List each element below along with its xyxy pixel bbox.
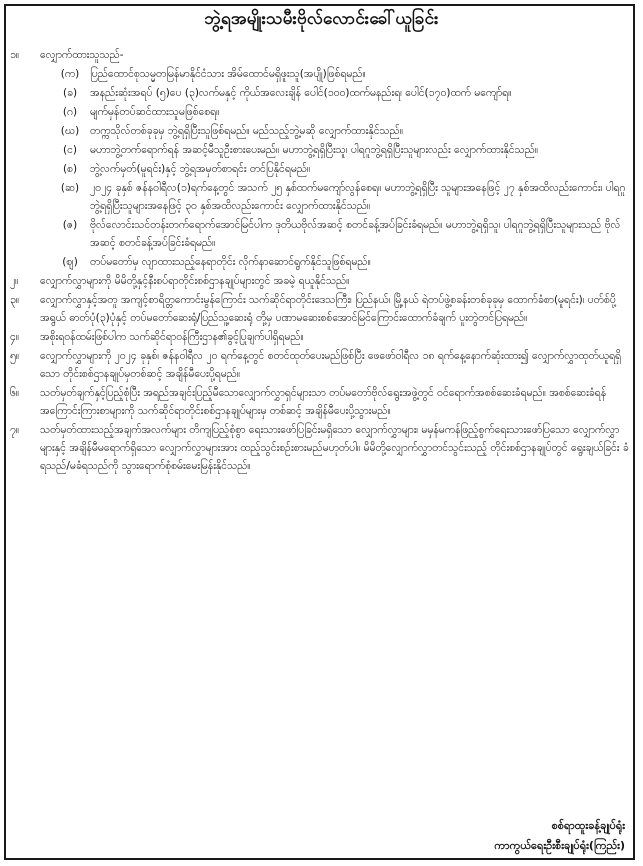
section-number: ၂။ <box>10 275 19 287</box>
item-text: ၂၀၂၄ ခုနှစ် ဇန်နဝါရီလ(၁)ရက်နေ့တွင် အသက် ၂၅ နှစ်ထက်မကျော်လွန်စေရ။ မဟာဘွဲ့ရရှိပြီး သူများအနေဖြင့် ၂၇ နှစ်အထိလည်းကောင်း၊ ပါရဂူဘွဲ့ရရှိပြီးသူများအနေဖြင့် ၃၀ နှစ်အထိလည်းကောင်း လျှောက်ထားနိုင်သည်။ <box>90 182 626 212</box>
item-marker: (စ) <box>62 163 78 175</box>
item-text: တက္ကသိုလ်တစ်ခုခုမှ ဘွဲ့ရရှိပြီးသူဖြစ်ရမည်။ မည်သည့်ဘွဲ့မဆို လျှောက်ထားနိုင်သည်။ <box>90 125 403 137</box>
section-6 <box>10 384 631 420</box>
signature-line-2: ကာကွယ်ရေးဦးစီးချုပ်ရုံး(ကြည်း) <box>494 839 625 852</box>
list-item <box>10 122 631 140</box>
section-number: ၃။ <box>10 294 20 306</box>
section-text: အစိုးရဝန်ထမ်းဖြစ်ပါက သက်ဆိုင်ရာဝန်ကြီးဌာန၏ခွင့်ပြုချက်ပါရှိရမည်။ <box>40 331 304 343</box>
item-marker: (င) <box>62 144 78 156</box>
list-item <box>10 253 631 271</box>
section-1 <box>10 46 631 64</box>
item-text: ပြည်ထောင်စုသမ္မတမြန်မာနိုင်ငံသား အိမ်ထောင်မရှိဖူးသူ(အပျို)ဖြစ်ရမည်။ <box>90 68 366 80</box>
section-text: သတ်မှတ်ထားသည့်အချက်အလက်များ တိကျပြည့်စုံစွာ ရေးသားဖော်ပြခြင်းမရှိသော လျှောက်လွှာများ၊ မမှန်မကန်ဖြည့်စွက်ရေးသားဖော်ပြသော လျှောက်လွှာများနှင့် အချိန်မီမရောက်ရှိသော လျှောက်လွှာများအား ထည့်သွင်းစဉ်းစားမည်မဟုတ်ပါ။ မိမိတို့လျှောက်လွှာတင်သွင်းသည့် တိုင်းစစ်ဌာနချုပ်တွင် ရွေးချယ်ခြင်း ခံရသည်/မခံရသည်ကို သွားရောက်စုံစမ်းမေးမြန်းနိုင်သည်။ <box>40 424 629 472</box>
section-number: ၅။ <box>10 350 20 362</box>
section-text: လျှောက်လွှာများကို မိမိတို့နှင့်နီးစပ်ရာတိုင်းစစ်ဌာနချုပ်များတွင် အခမဲ့ ရယူနိုင်သည်။ <box>40 275 350 287</box>
section-7 <box>10 421 631 475</box>
item-marker: (ဂ) <box>62 106 78 118</box>
list-item <box>10 160 631 178</box>
list-item <box>10 179 631 215</box>
item-text: အနည်းဆုံးအရပ် (၅)ပေ (၃)လက်မနှင့် ကိုယ်အလေးချိန် ပေါင်(၁၀၀)ထက်မနည်းရ၊ ပေါင်(၁၇၀)ထက် မကျော်ရ။ <box>90 87 512 99</box>
section-3 <box>10 291 631 327</box>
section-number: ၁။ <box>10 49 20 61</box>
item-marker: (က) <box>60 68 80 80</box>
item-marker: (ခ) <box>62 87 78 99</box>
item-marker: (ဇ) <box>62 219 78 231</box>
notice-body <box>10 46 631 476</box>
item-text: မဟာဘွဲ့တက်ရောက်ရန် အဆင့်မီသူဦးစားပေးမည်။ မဟာဘွဲ့ရရှိပြီးသူ၊ ပါရဂူဘွဲ့ရရှိပြီးသူများလည်း လျှောက်ထားနိုင်သည်။ <box>90 144 539 156</box>
list-item <box>10 84 631 102</box>
section-text: လျှောက်လွှာနှင့်အတူ အကျင့်စာရိတ္တကောင်းမွန်ကြောင်း သက်ဆိုင်ရာတိုင်းဒေသကြီး၊ ပြည်နယ်၊ မြို့နယ် ရဲတပ်ဖွဲ့စခန်းတစ်ခုခုမှ ထောက်ခံစာ(မူရင်း)၊ ပတ်စ်ပို့အရွယ် ဓာတ်ပုံ(၃)ပုံနှင့် တပ်မတော်ဆေးရုံ/ပြည်သူ့ဆေးရုံ တို့မှ ပဏာမဆေးစစ်အောင်မြင်ကြောင်းထောက်ခံချက် ပူးတွဲတင်ပြရမည်။ <box>40 294 616 324</box>
item-marker: (ဈ) <box>62 256 78 268</box>
item-text: ဗိုလ်လောင်းသင်တန်းတက်ရောက်အောင်မြင်ပါက ဒုတိယဗိုလ်အဆင့် စတင်ခန့်အပ်ခြင်းခံရမည်။ မဟာဘွဲ့ရရှိသူ၊ ပါရဂူဘွဲ့ရရှိပြီးသူများသည် ဗိုလ်အဆင့် စတင်ခန့်အပ်ခြင်းခံရမည်။ <box>90 219 621 249</box>
item-text: မျက်မှန်တပ်ဆင်ထားသူမဖြစ်စေရ။ <box>90 106 220 118</box>
section-text: လျှောက်ထားသူသည်- <box>40 49 124 61</box>
section-number: ၇။ <box>10 424 20 436</box>
signature-block <box>494 816 625 856</box>
section-text: လျှောက်လွှာများကို ၂၀၂၄ ခုနှစ်၊ ဇန်နဝါရီလ ၂၀ ရက်နေ့တွင် စတင်ထုတ်ပေးမည်ဖြစ်ပြီး ဖေဖော်ဝါရီလ ၁၈ ရက်နေ့နောက်ဆုံးထား၍ လျှောက်လွှာထုတ်ယူရရှိသော တိုင်းစစ်ဌာနချုပ်မှတစ်ဆင့် အချိန်မီပေးပို့ရမည်။ <box>40 350 622 380</box>
section-number: ၆။ <box>10 387 20 399</box>
item-text: တပ်မတော်မှ လျာထားသည့်နေရာတိုင်း လိုက်နာဆောင်ရွက်နိုင်သူဖြစ်ရမည်။ <box>90 256 371 268</box>
section-5 <box>10 347 631 383</box>
list-item <box>10 216 631 252</box>
signature-line-1: စစ်ရာထူးခန့်ချုပ်ရုံး <box>551 819 625 832</box>
section-text: သတ်မှတ်ချက်နှင့်ပြည့်စုံပြီး အရည်အချင်းပြည့်မီသောလျှောက်လွှာရှင်များသာ တပ်မတော်ဗိုလ်ရွေးအဖွဲ့တွင် ဝင်ရောက်အစစ်ဆေးခံရမည်။ အစစ်ဆေးခံရန် အကြောင်းကြားစာများကို သက်ဆိုင်ရာတိုင်းစစ်ဌာနချုပ်များမှ တစ်ဆင့် အချိန်မီပေးပို့သွားမည်။ <box>40 387 607 417</box>
list-item <box>10 65 631 83</box>
page-title: ဘွဲ့ရအမျိုးသမီးဗိုလ်လောင်းခေါ်ယူခြင်း <box>204 9 439 29</box>
item-marker: (ဆ) <box>60 182 80 194</box>
list-item <box>10 103 631 121</box>
section-4 <box>10 328 631 346</box>
list-item <box>10 141 631 159</box>
section-2 <box>10 272 631 290</box>
item-marker: (ဃ) <box>60 125 80 137</box>
section-number: ၄။ <box>10 331 20 343</box>
item-text: ဘွဲ့လက်မှတ်(မူရင်း)နှင့် ဘွဲ့ရအမှတ်စာရင်း တင်ပြနိုင်ရမည်။ <box>90 163 311 175</box>
